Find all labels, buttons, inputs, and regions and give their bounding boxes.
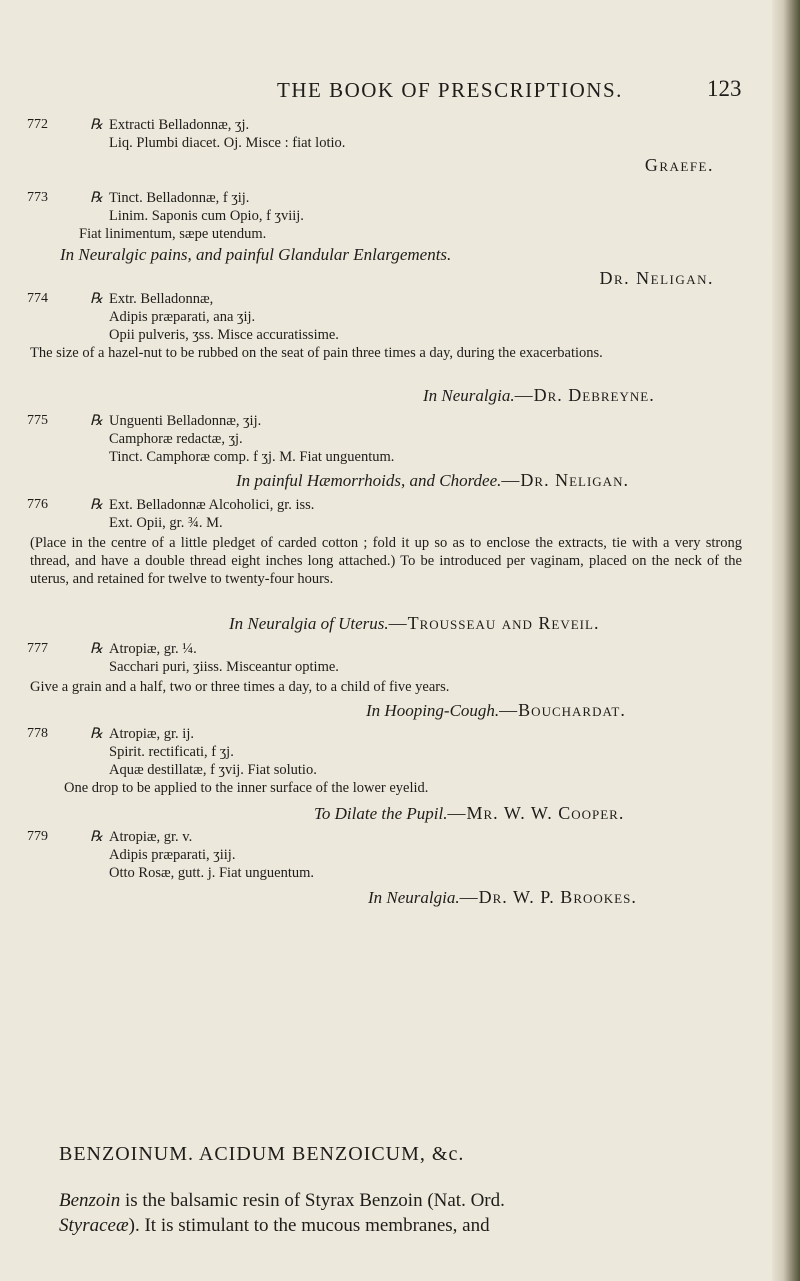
page-header [0, 78, 772, 108]
author-credit: Dr. Neligan. [599, 268, 714, 288]
section-title: BENZOINUM. ACIDUM BENZOICUM, &c. [59, 1143, 465, 1165]
rx-symbol: ℞ [90, 641, 103, 657]
author-credit: Graefe. [644, 155, 714, 175]
rx-symbol: ℞ [90, 413, 103, 429]
page-number: 123 [707, 76, 742, 101]
page-edge-shadow [772, 0, 800, 1281]
rx-line: Sacchari puri, ʒiiss. Misceantur optime. [109, 659, 339, 675]
rx-line: Adipis præparati, ana ʒij. [109, 309, 256, 325]
rx-line: Adipis præparati, ʒiij. [109, 847, 236, 863]
usage-note: The size of a hazel-nut to be rubbed on the seat of pain three times a day, during the exacerbations. [30, 345, 603, 361]
indication-caption: In Neuralgia.—Dr. W. P. Brookes. [368, 887, 637, 907]
rx-line: ℞ Extracti Belladonnæ, ʒj. [90, 117, 250, 133]
rx-symbol: ℞ [90, 190, 103, 206]
rx-line: Camphoræ redactæ, ʒj. [109, 431, 243, 447]
rx-symbol: ℞ [90, 497, 103, 513]
rx-line: Spirit. rectificati, f ʒj. [109, 744, 234, 760]
rx-line: ℞ Unguenti Belladonnæ, ʒij. [90, 413, 262, 429]
running-head: THE BOOK OF PRESCRIPTIONS. [277, 78, 623, 102]
indication-caption: In Neuralgic pains, and painful Glandular Enlargements. [60, 245, 452, 264]
indication-caption: In Neuralgia.—Dr. Debreyne. [423, 385, 655, 405]
usage-note: One drop to be applied to the inner surface of the lower eyelid. [64, 780, 429, 796]
indication-caption: In Neuralgia of Uterus.—Trousseau and Reveil. [229, 613, 600, 633]
rx-symbol: ℞ [90, 726, 103, 742]
rx-symbol: ℞ [90, 117, 103, 133]
rx-line: Ext. Opii, gr. ¾. M. [109, 515, 223, 531]
body-line: Benzoin is the balsamic resin of Styrax Benzoin (Nat. Ord. [59, 1190, 505, 1211]
rx-line: Fiat linimentum, sæpe utendum. [79, 226, 267, 242]
indication-caption: In painful Hæmorrhoids, and Chordee.—Dr. Neligan. [236, 470, 629, 490]
rx-line: ℞ Atropiæ, gr. ¼. [90, 641, 197, 657]
rx-line: Opii pulveris, ʒss. Misce accuratissime. [109, 327, 339, 343]
rx-symbol: ℞ [90, 829, 103, 845]
rx-line: ℞ Atropiæ, gr. v. [90, 829, 193, 845]
usage-note: Give a grain and a half, two or three times a day, to a child of five years. [30, 679, 450, 695]
indication-caption: To Dilate the Pupil.—Mr. W. W. Cooper. [314, 803, 625, 823]
prescription-number: 776 [27, 497, 48, 512]
rx-line: ℞ Tinct. Belladonnæ, f ʒij. [90, 190, 250, 206]
usage-note: (Place in the centre of a little pledget of carded cotton ; fold it up so as to enclose the extracts, tie with a very strong thread, and have a double thread eight inches long attached.) To be introduced per vaginam, placed on the neck of the uterus, and retained for twelve to twenty-four hours. [30, 535, 742, 587]
prescription-number: 777 [27, 641, 48, 656]
rx-line: Tinct. Camphoræ comp. f ʒj. M. Fiat unguentum. [109, 449, 395, 465]
rx-symbol: ℞ [90, 291, 103, 307]
body-line: Styraceæ). It is stimulant to the mucous membranes, and [59, 1215, 490, 1236]
rx-line: Linim. Saponis cum Opio, f ʒviij. [109, 208, 304, 224]
rx-line: ℞ Atropiæ, gr. ij. [90, 726, 194, 742]
rx-line: Liq. Plumbi diacet. Oj. Misce : fiat lotio. [109, 135, 346, 151]
prescription-number: 774 [27, 291, 48, 306]
prescription-number: 773 [27, 190, 48, 205]
rx-line: Otto Rosæ, gutt. j. Fiat unguentum. [109, 865, 315, 881]
prescription-number: 779 [27, 829, 48, 844]
indication-caption: In Hooping-Cough.—Bouchardat. [366, 700, 626, 720]
rx-line: Aquæ destillatæ, f ʒvij. Fiat solutio. [109, 762, 317, 778]
prescription-number: 775 [27, 413, 48, 428]
rx-line: ℞ Ext. Belladonnæ Alcoholici, gr. iss. [90, 497, 315, 513]
rx-line: ℞ Extr. Belladonnæ, [90, 291, 214, 307]
prescription-number: 772 [27, 117, 48, 132]
prescription-number: 778 [27, 726, 48, 741]
section-body [59, 1188, 739, 1238]
